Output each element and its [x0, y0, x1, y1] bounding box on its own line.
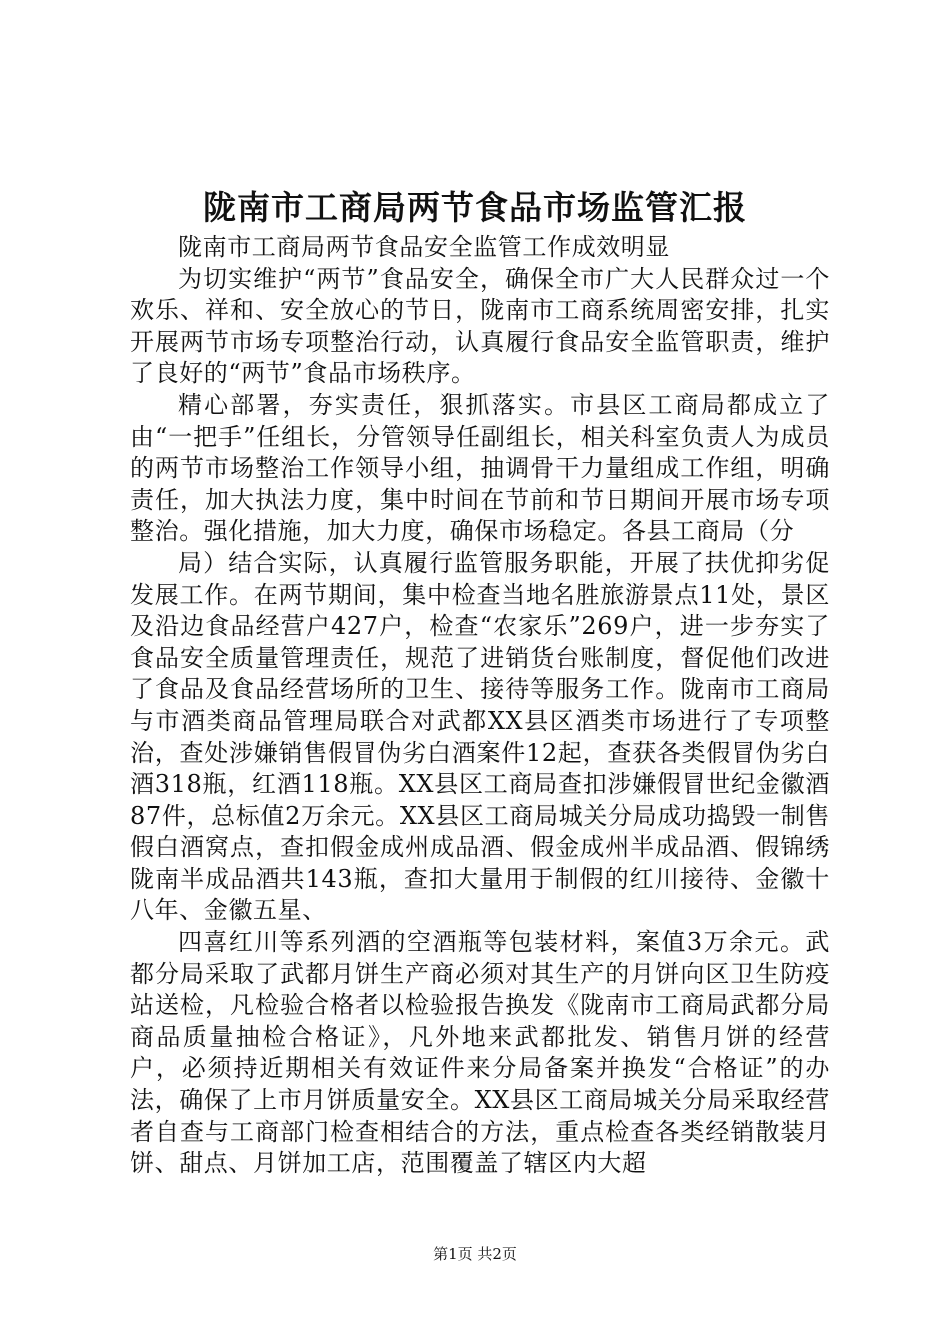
- document-title: 陇南市工商局两节食品市场监管汇报: [203, 188, 747, 227]
- paragraph-subtitle: 陇南市工商局两节食品安全监管工作成效明显: [178, 233, 670, 261]
- paragraph: 为切实维护“两节”食品安全，确保全市广大人民群众过一个欢乐、祥和、安全放心的节日，陇南市工商系统周密安排，扎实开展两节市场专项整治行动，认真履行食品安全监管职责，维护了良好的“两节”食品市场秩序。: [130, 264, 830, 388]
- paragraph: 四喜红川等系列酒的空酒瓶等包装材料，案值3万余元。武都分局采取了武都月饼生产商必须对其生产的月饼向区卫生防疫站送检，凡检验合格者以检验报告换发《陇南市工商局武都分局商品质量抽检合格证》，凡外地来武都批发、销售月饼的经营户，必须持近期相关有效证件来分局备案并换发“合格证”的办法，确保了上市月饼质量安全。XX县区工商局城关分局采取经营者自查与工商部门检查相结合的方法，重点检查各类经销散装月饼、甜点、月饼加工店，范围覆盖了辖区内大超: [130, 928, 830, 1178]
- paragraph: 局）结合实际，认真履行监管服务职能，开展了扶优抑劣促发展工作。在两节期间，集中检查当地名胜旅游景点11处，景区及沿边食品经营户427户，检查“农家乐”269户，进一步夯实了食品安全质量管理责任，规范了进销货台账制度，督促他们改进了食品及食品经营场所的卫生、接待等服务工作。陇南市工商局与市酒类商品管理局联合对武都XX县区酒类市场进行了专项整治，查处涉嫌销售假冒伪劣白酒案件12起，查获各类假冒伪劣白酒318瓶，红酒118瓶。XX县区工商局查扣涉嫌假冒世纪金徽酒87件，总标值2万余元。XX县区工商局城关分局成功捣毁一制售假白酒窝点，查扣假金成州成品酒、假金成州半成品酒、假锦绣陇南半成品酒共143瓶，查扣大量用于制假的红川接待、金徽十八年、金徽五星、: [130, 548, 830, 925]
- paragraph: 精心部署，夯实责任，狠抓落实。市县区工商局都成立了由“一把手”任组长，分管领导任副组长，相关科室负责人为成员的两节市场整治工作领导小组，抽调骨干力量组成工作组，明确责任，加大执法力度，集中时间在节前和节日期间开展市场专项整治。强化措施，加大力度，确保市场稳定。各县工商局（分: [130, 390, 830, 546]
- document-body: [130, 232, 830, 1180]
- page-footer: 第1页 共2页: [433, 1245, 517, 1263]
